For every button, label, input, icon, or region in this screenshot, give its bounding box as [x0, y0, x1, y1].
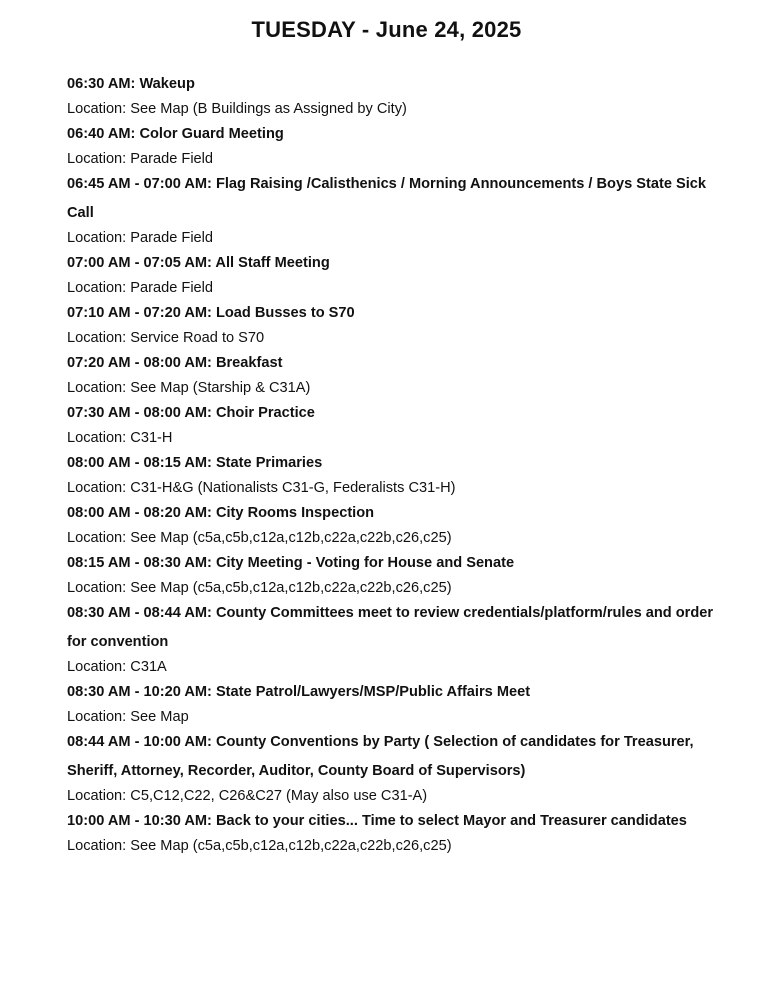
- event-location: Location: Parade Field: [67, 280, 214, 296]
- event-heading: 07:10 AM - 07:20 AM: Load Busses to S70: [67, 305, 355, 321]
- event-heading: 07:30 AM - 08:00 AM: Choir Practice: [67, 405, 315, 421]
- event-heading: 08:30 AM - 10:20 AM: State Patrol/Lawyers/MSP/Public Affairs Meet: [67, 684, 531, 700]
- schedule-event-breakfast: [67, 349, 717, 399]
- page-title: TUESDAY - June 24, 2025: [251, 17, 522, 42]
- event-location: Location: C31-H&G (Nationalists C31-G, Federalists C31-H): [67, 480, 456, 496]
- event-location: Location: C31A: [67, 659, 167, 675]
- event-location: Location: Service Road to S70: [67, 330, 265, 346]
- schedule-event-city-meeting: [67, 549, 717, 599]
- event-heading: 06:45 AM - 07:00 AM: Flag Raising /Calisthenics / Morning Announcements / Boys State Sick Call: [67, 176, 707, 221]
- event-heading: 08:00 AM - 08:20 AM: City Rooms Inspection: [67, 505, 375, 521]
- event-heading: 08:15 AM - 08:30 AM: City Meeting - Voting for House and Senate: [67, 555, 515, 571]
- schedule-event-flag-raising: [67, 170, 717, 249]
- event-location: Location: See Map (Starship & C31A): [67, 380, 311, 396]
- event-heading: 06:40 AM: Color Guard Meeting: [67, 126, 284, 142]
- schedule-event-load-busses: [67, 299, 717, 349]
- event-location: Location: See Map: [67, 709, 189, 725]
- schedule-event-state-patrol: [67, 678, 717, 728]
- event-heading: 06:30 AM: Wakeup: [67, 76, 195, 92]
- schedule-list: [67, 70, 717, 857]
- schedule-event-county-conventions: [67, 728, 717, 807]
- schedule-event-choir-practice: [67, 399, 717, 449]
- event-location: Location: See Map (B Buildings as Assigned by City): [67, 101, 407, 117]
- event-location: Location: See Map (c5a,c5b,c12a,c12b,c22a,c22b,c26,c25): [67, 838, 452, 854]
- event-heading: 08:30 AM - 08:44 AM: County Committees meet to review credentials/platform/rules and order for convention: [67, 605, 714, 650]
- event-heading: 08:44 AM - 10:00 AM: County Conventions by Party ( Selection of candidates for Treasurer, Sheriff, Attorney, Recorder, Auditor, County Board of Supervisors): [67, 734, 694, 779]
- event-location: Location: See Map (c5a,c5b,c12a,c12b,c22a,c22b,c26,c25): [67, 580, 452, 596]
- schedule-event-staff-meeting: [67, 249, 717, 299]
- event-heading: 08:00 AM - 08:15 AM: State Primaries: [67, 455, 323, 471]
- event-heading: 10:00 AM - 10:30 AM: Back to your cities... Time to select Mayor and Treasurer candidates: [67, 813, 687, 829]
- event-heading: 07:00 AM - 07:05 AM: All Staff Meeting: [67, 255, 330, 271]
- schedule-event-color-guard: [67, 120, 717, 170]
- event-heading: 07:20 AM - 08:00 AM: Breakfast: [67, 355, 283, 371]
- schedule-event-back-to-cities: [67, 807, 717, 857]
- event-location: Location: See Map (c5a,c5b,c12a,c12b,c22a,c22b,c26,c25): [67, 530, 452, 546]
- schedule-event-rooms-inspection: [67, 499, 717, 549]
- schedule-event-wakeup: [67, 70, 717, 120]
- event-location: Location: Parade Field: [67, 151, 214, 167]
- event-location: Location: C31-H: [67, 430, 173, 446]
- event-location: Location: C5,C12,C22, C26&C27 (May also use C31-A): [67, 788, 428, 804]
- event-location: Location: Parade Field: [67, 230, 214, 246]
- schedule-event-county-committees: [67, 599, 717, 678]
- schedule-event-state-primaries: [67, 449, 717, 499]
